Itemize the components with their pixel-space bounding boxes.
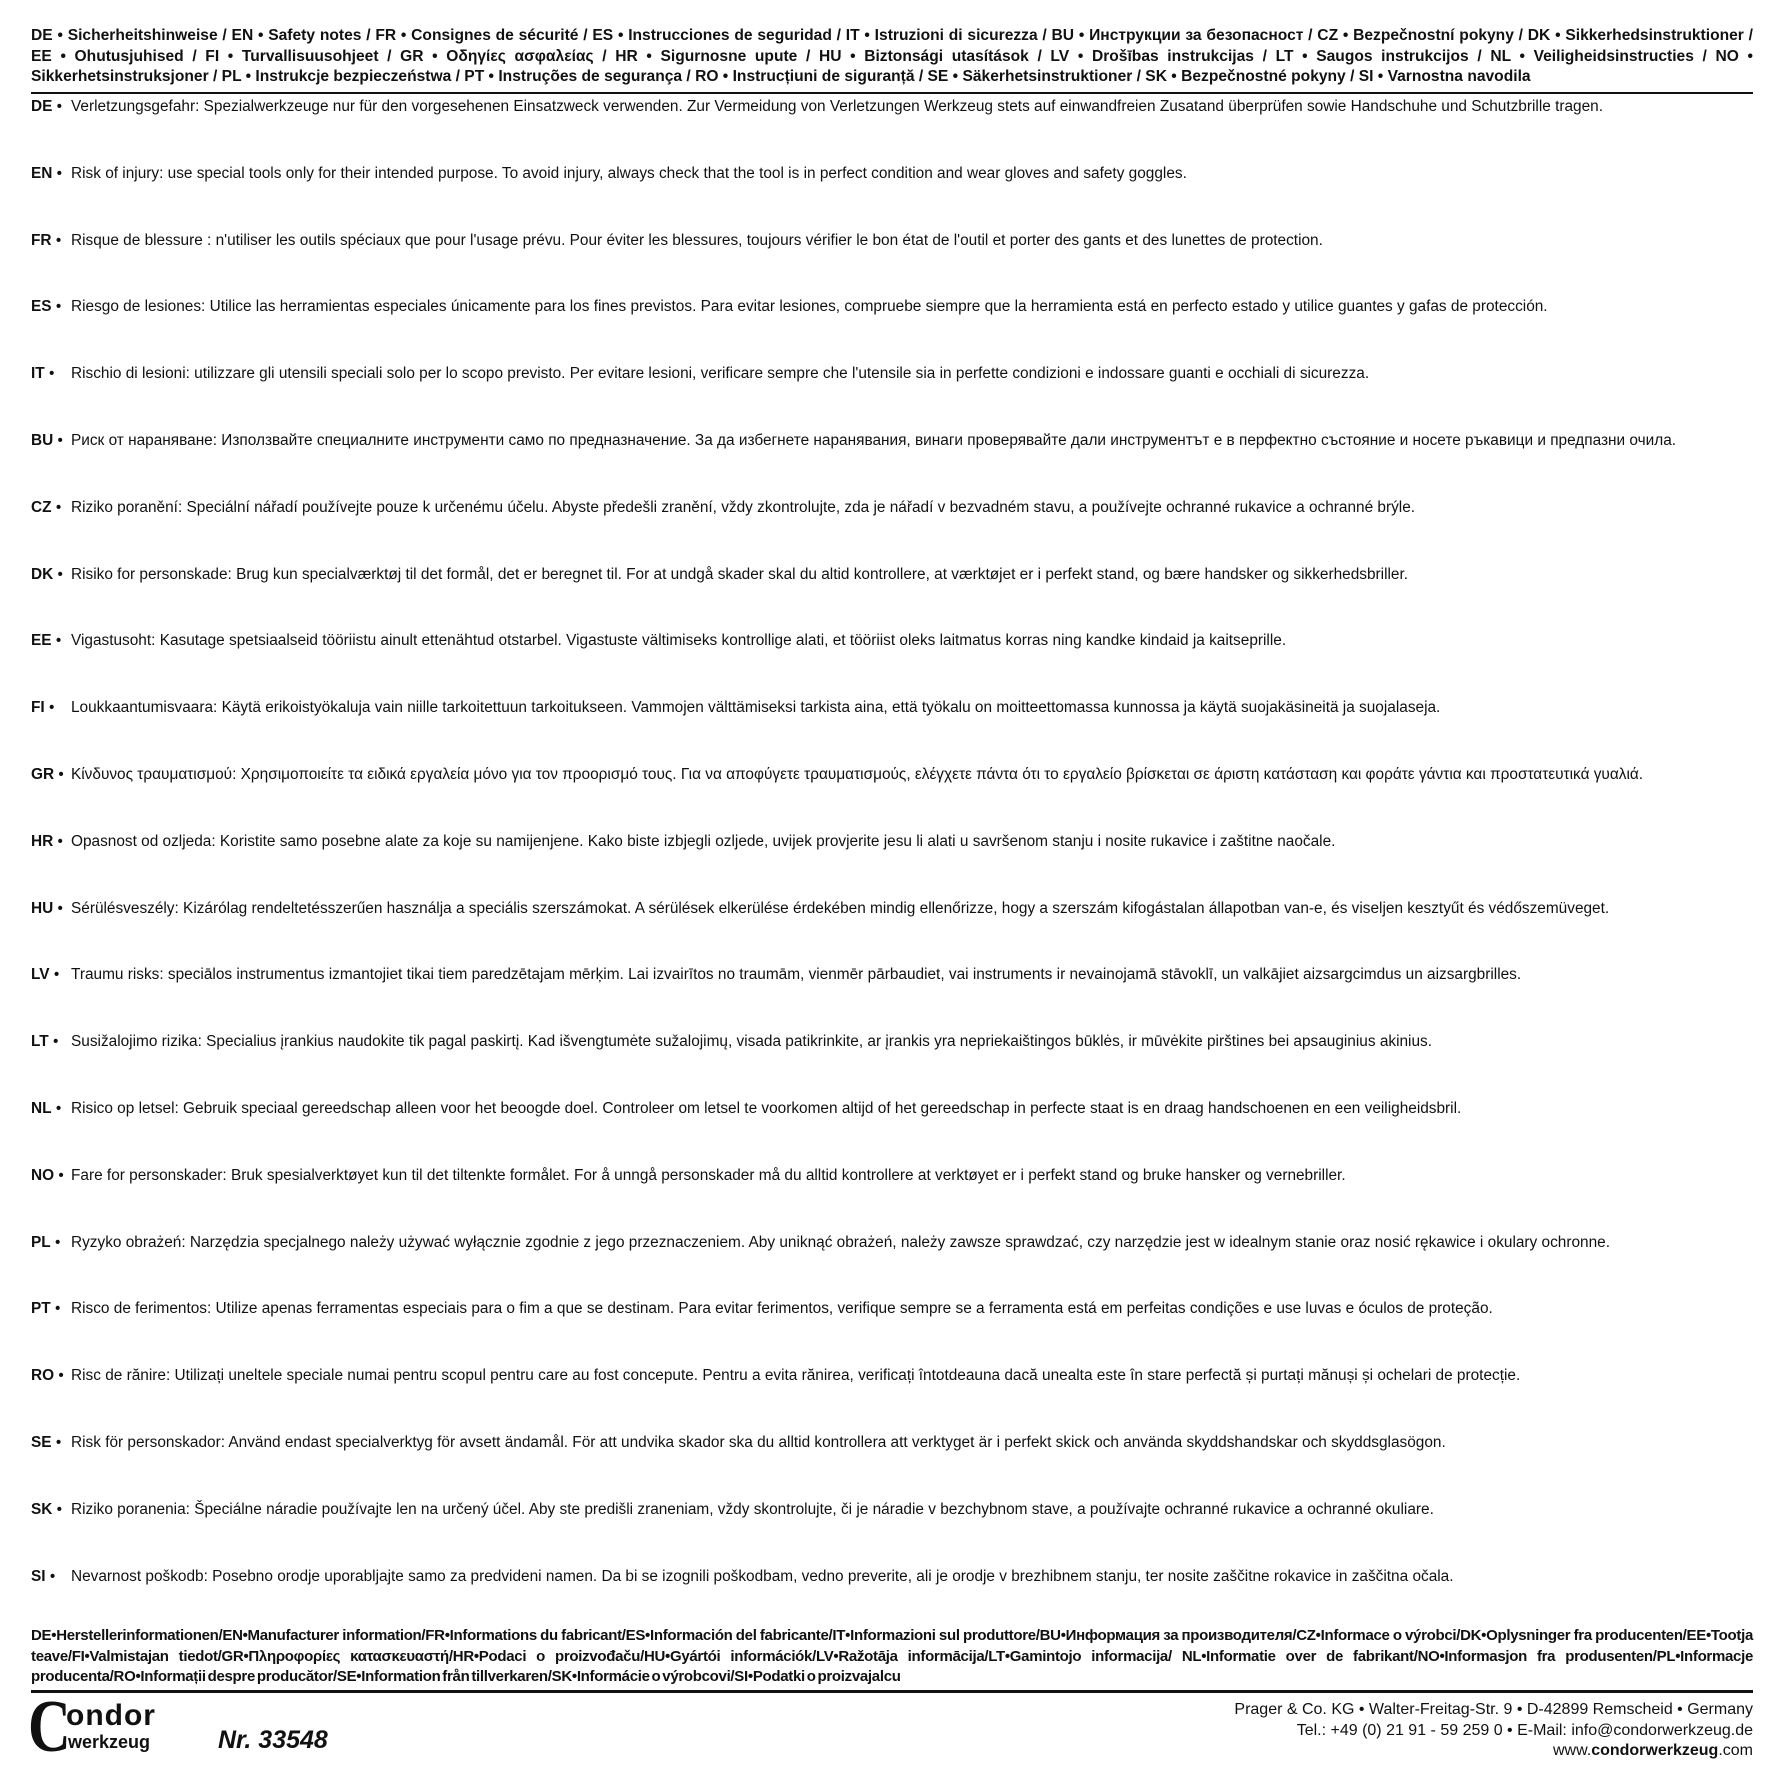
safety-note-bu [31,431,1753,451]
safety-note-text: Κίνδυνος τραυματισμού: Χρησιμοποιείτε τα ειδικά εργαλεία μόνο για τον προορισμό τους. Για να αποφύγετε τραυματισμούς, ελέγχετε πάντα ότι το εργαλείο βρίσκεται σε άριστη κατάσταση και φοράτε γάντια και προστατευτικά γυαλιά. [71,766,1644,783]
safety-note-ro [31,1366,1753,1386]
safety-note-text: Vigastusoht: Kasutage spetsiaalseid tööriistu ainult ettenähtud otstarbel. Vigastuste vältimiseks kontrollige alati, et tööriist oleks laitmatus korras ning kandke kindaid ja kaitseprille. [71,632,1287,650]
language-code: NL • [31,1100,62,1117]
safety-note-lv [31,965,1753,985]
safety-note-pt [31,1299,1753,1319]
safety-note-cz [31,498,1753,518]
safety-note-text: Susižalojimo rizika: Specialius įrankius naudokite tik pagal paskirtį. Kad išvengtumėte sužalojimų, visada patikrinkite, ar įrankis yra nepriekaištingos būklės, ir mūvėkite pirštines bei apsauginius akinius. [71,1033,1433,1051]
safety-note-hr [31,832,1753,852]
language-code: RO • [31,1367,64,1385]
logo-name: ondor [66,1699,156,1732]
safety-note-text: Risque de blessure : n'utiliser les outils spéciaux que pour l'usage prévu. Pour éviter les blessures, toujours vérifier le bon état de l'outil et porter des gants et des lunettes de protection. [71,231,1323,249]
safety-note-fi [31,698,1753,718]
safety-note-text: Nevarnost poškodb: Posebno orodje uporabljajte samo za predvideni namen. Da bi se izognili poškodbam, vedno preverite, ali je orodje v brezhibnem stanju, ter nosite zaščitne rokavice in zaščitna očala. [71,1567,1454,1585]
language-code: SE • [31,1434,62,1451]
safety-note-text: Verletzungsgefahr: Spezialwerkzeuge nur für den vorgesehenen Einsatzweck verwenden. Zur Vermeidung von Verletzungen Werkzeug stets auf einwandfreien Zusatand überprüfen sowie Handschuhe und Schutzbrille tragen. [71,98,1604,115]
safety-note-text: Riesgo de lesiones: Utilice las herramientas especiales únicamente para los fines previstos. Para evitar lesiones, compruebe siempre que la herramienta está en perfecto estado y utilice guantes y gafas de protección. [71,298,1548,316]
logo-initial: C [28,1686,71,1768]
safety-note-no [31,1166,1753,1186]
language-code: ES • [31,298,62,316]
language-code: HU • [31,899,63,917]
language-code: SK • [31,1500,63,1518]
language-code: FR • [31,231,62,249]
footer-divider [31,1690,1753,1693]
language-code: DK • [31,565,63,583]
language-code: FI • [31,699,55,717]
safety-note-lt [31,1032,1753,1052]
safety-note-ee [31,631,1753,651]
web-suffix: .com [1718,1742,1753,1759]
safety-note-gr [31,765,1753,785]
language-code: DE • [31,98,63,115]
safety-note-text: Ryzyko obrażeń: Narzędzia specjalnego należy używać wyłącznie zgodnie z jego przeznaczeniem. Aby uniknąć obrażeń, należy zawsze sprawdzać, czy narzędzie jest w idealnym stanie oraz nosić rękawice i okulary ochronne. [71,1233,1610,1251]
safety-note-text: Traumu risks: speciālos instrumentus izmantojiet tikai tiem paredzētajam mērķim. Lai izvairītos no traumām, vienmēr pārbaudiet, vai instruments ir nevainojamā stāvoklī, un valkājiet aizsargcimdus un aizsargbrilles. [71,966,1522,984]
language-code: LT • [31,1033,59,1051]
safety-note-si [31,1567,1753,1587]
safety-note-text: Risk of injury: use special tools only for their intended purpose. To avoid injury, always check that the tool is in perfect condition and wear gloves and safety goggles. [71,164,1187,182]
safety-note-text: Risico op letsel: Gebruik speciaal gereedschap alleen voor het beoogde doel. Controleer om letsel te voorkomen altijd of het gereedschap in perfecte staat is en draag handschoenen en een veiligheidsbril. [71,1100,1462,1117]
safety-note-hu [31,899,1753,919]
safety-note-fr [31,231,1753,251]
safety-note-text: Risco de ferimentos: Utilize apenas ferramentas especiais para o fim a que se destinam. Para evitar ferimentos, verifique sempre se a ferramenta está em perfeitas condições e use luvas e óculos de proteção. [71,1300,1493,1318]
safety-note-text: Riziko poranění: Speciální nářadí používejte pouze k určenému účelu. Abyste předešli zranění, vždy zkontrolujte, zda je nářadí v bezvadném stavu, a používejte ochranné rukavice a ochranné brýle. [71,498,1416,516]
safety-note-de [31,97,1753,117]
address-line: Prager & Co. KG • Walter-Freitag-Str. 9 • D-42899 Remscheid • Germany [1234,1701,1753,1718]
safety-note-text: Rischio di lesioni: utilizzare gli utensili speciali solo per lo scopo previsto. Per evitare lesioni, verificare sempre che l'utensile sia in perfette condizioni e indossare guanti e occhiali di sicurezza. [71,365,1370,383]
condor-werkzeug-logo [28,1686,198,1768]
language-code: BU • [31,432,63,449]
safety-note-se [31,1433,1753,1453]
manufacturer-information-heading: DE•Herstellerinformationen/EN•Manufacturer information/FR•Informations du fabricant/ES•Información del fabricante/IT•Informazioni sul produttore/BU•Информация за производителя/CZ•Informace o výrobci/DK•Oplysninger fra producenten/EE•Tootja teave/FI•Valmistajan tiedot/GR•Πληροφορίες κατασκευαστή/HR•Podaci o proizvođaču/HU•Gyártói információk/LV•Ražotāja informācija/LT•Gamintojo informacija/ NL•Informatie over de fabrikant/NO•Informasjon fra produsenten/PL•Informacje producenta/RO•Informații despre producător/SE•Information från tillverkaren/SK•Informácie o výrobcovi/SI•Podatki o proizvajalcu [31,1627,1753,1685]
language-code: IT • [31,365,55,383]
web-domain: condorwerkzeug [1591,1742,1719,1759]
language-code: LV • [31,966,60,984]
safety-note-nl [31,1099,1753,1119]
safety-note-text: Risk för personskador: Använd endast specialverktyg för avsett ändamål. För att undvika skador ska du alltid kontrollera att verktyget är i perfekt skick och använda skyddshandskar och skyddsglasögon. [71,1434,1446,1451]
manufacturer-address [1234,1700,1753,1762]
language-code: PL • [31,1233,61,1251]
safety-note-text: Risiko for personskade: Brug kun specialværktøj til det formål, det er beregnet til. For at undgå skader skal du altid kontrollere, at værktøjet er i perfekt stand, og bære handsker og sikkerhedsbriller. [71,565,1409,583]
language-code: PT • [31,1300,61,1318]
language-code: NO • [31,1166,64,1184]
safety-note-text: Fare for personskader: Bruk spesialverktøyet kun til det tiltenkte formålet. For å unngå personskader må du alltid kontrollere at verktøyet er i perfekt stand og bruke hansker og vernebriller. [71,1166,1346,1184]
safety-note-text: Opasnost od ozljeda: Koristite samo posebne alate za koje su namijenjene. Kako biste izbjegli ozljede, uvijek provjerite jesu li alati u savršenom stanju i nosite rukavice i zaštitne naočale. [71,832,1336,850]
safety-instructions-heading: DE • Sicherheitshinweise / EN • Safety notes / FR • Consignes de sécurité / ES • Instrucciones de seguridad / IT • Istruzioni di sicurezza / BU • Инструкции за безопасност / CZ • Bezpečnostní pokyny / DK • Sikkerhedsinstruktioner / EE • Ohutusjuhised / FI • Turvallisuusohjeet / GR • Οδηγίες ασφαλείας / HR • Sigurnosne upute / HU • Biztonsági utasítások / LV • Drošības instrukcijas / LT • Saugos instrukcijos / NL • Veiligheidsinstructies / NO • Sikkerhetsinstruksjoner / PL • Instrukcje bezpieczeństwa / PT • Instruções de segurança / RO • Instrucțiuni de siguranță / SE • Säkerhetsinstruktioner / SK • Bezpečnostné pokyny / SI • Varnostna navodila [31,27,1753,85]
safety-note-text: Loukkaantumisvaara: Käytä erikoistyökaluja vain niille tarkoitettuun tarkoitukseen. Vammojen välttämiseksi tarkista aina, että työkalu on moitteettomassa kunnossa ja käytä suojakäsineitä ja suojalaseja. [71,699,1441,717]
language-code: SI • [31,1567,56,1585]
safety-note-text: Risc de rănire: Utilizați uneltele speciale numai pentru scopul pentru care au fost concepute. Pentru a evita rănirea, verificați întotdeauna dacă unealta este în stare perfectă și purtați mănuși și ochelari de protecție. [71,1367,1521,1385]
web-prefix: www. [1552,1742,1592,1759]
safety-note-sk [31,1500,1753,1520]
header-divider [31,92,1753,94]
logo-sub: werkzeug [68,1732,151,1752]
safety-note-text: Riziko poranenia: Špeciálne náradie používajte len na určený účel. Aby ste predišli zraneniam, vždy skontrolujte, či je náradie v bezchybnom stave, a používajte ochranné rukavice a ochranné okuliare. [71,1500,1434,1518]
language-code: CZ • [31,498,62,516]
safety-note-es [31,297,1753,317]
safety-note-dk [31,565,1753,585]
safety-note-text: Риск от нараняване: Използвайте специалните инструменти само по предназначение. За да избегнете наранявания, винаги проверявайте дали инструментът е в перфектно състояние и носете ръкавици и предпазни очила. [71,432,1677,449]
language-code: EN • [31,164,63,182]
safety-note-en [31,164,1753,184]
safety-note-it [31,364,1753,384]
product-number: Nr. 33548 [218,1726,328,1754]
language-code: GR • [31,766,64,783]
safety-note-pl [31,1233,1753,1253]
language-code: HR • [31,832,63,850]
website-link[interactable] [1234,1741,1753,1762]
safety-note-text: Sérülésveszély: Kizárólag rendeltetésszerűen használja a speciális szerszámokat. A sérülések elkerülése érdekében mindig ellenőrizze, hogy a szerszám kifogástalan állapotban van-e, és viseljen kesztyűt és védőszemüveget. [71,899,1610,917]
language-code: EE • [31,632,62,650]
contact-line: Tel.: +49 (0) 21 91 - 59 259 0 • E-Mail: info@condorwerkzeug.de [1296,1721,1753,1739]
